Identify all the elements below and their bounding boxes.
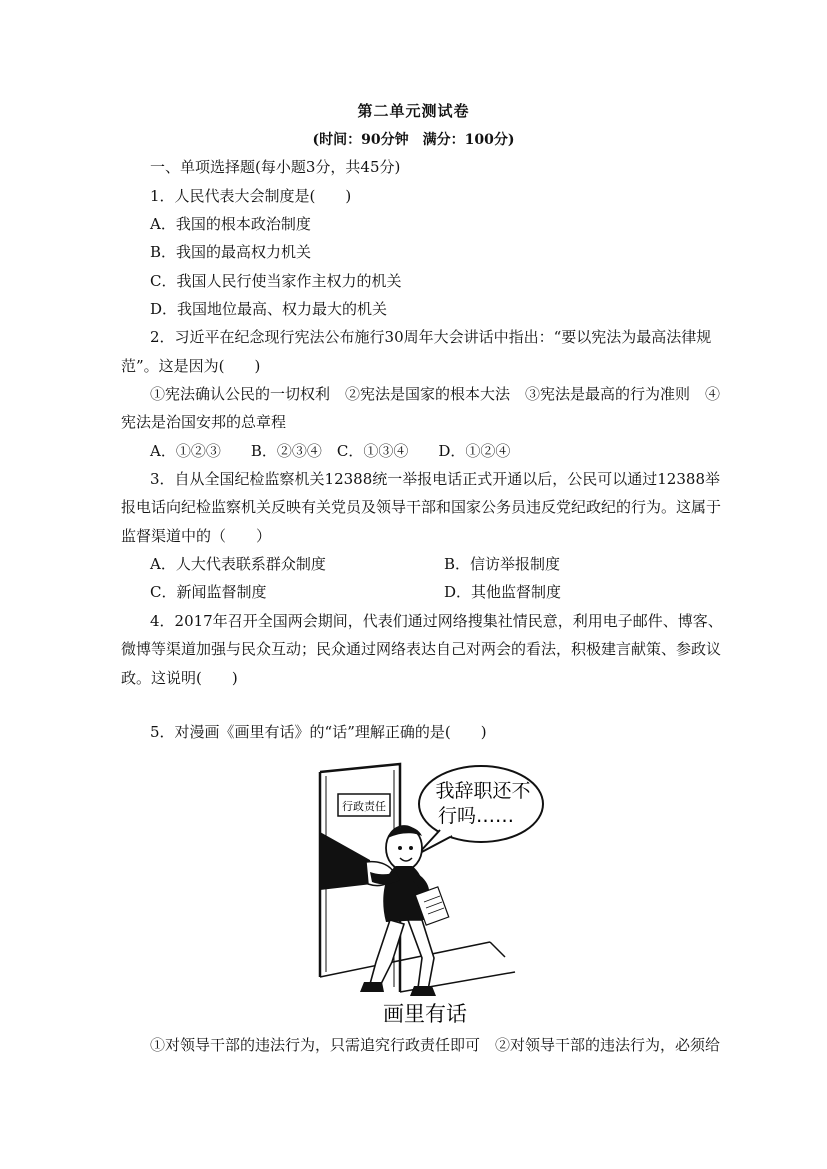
door-sign-text: 行政责任 [342,800,386,813]
q4-stem-line3: 政。这说明( ) [121,669,238,687]
q2-stem-line1: 2．习近平在纪念现行宪法公布施行30周年大会讲话中指出：“要以宪法为最高法律规 [150,328,712,346]
q3-option-b: B．信访举报制度 [444,555,561,573]
q3-stem-line1: 3．自从全国纪检监察机关12388统一举报电话正式开通以后，公民可以通过12388举 [150,470,720,488]
q3-option-d: D．其他监督制度 [444,583,562,601]
q2-statements-line2: 宪法是治国安邦的总章程 [121,413,287,431]
q1-stem: 1．人民代表大会制度是( ) [150,187,352,205]
speech-text-line2: 行吗…… [437,805,515,827]
q3-stem-line3: 监督渠道中的（ ） [121,527,272,545]
q2-choices: A．①②③ B．②③④ C．①③④ D．①②④ [150,442,511,460]
cartoon-illustration [300,762,550,1030]
q3-option-a: A．人大代表联系群众制度 [150,555,326,573]
q1-option-d: D．我国地位最高、权力最大的机关 [150,300,388,318]
q1-option-b: B．我国的最高权力机关 [150,243,312,261]
running-man-icon [360,826,449,996]
q4-stem-line2: 微博等渠道加强与民众互动；民众通过网络表达自己对两会的看法，积极建言献策、参政议 [121,640,722,658]
q2-stem-line2: 范”。这是因为( ) [121,357,261,375]
q4-stem-line1: 4．2017年召开全国两会期间，代表们通过网络搜集社情民意，利用电子邮件、博客、 [150,612,723,630]
q5-stem: 5．对漫画《画里有话》的“话”理解正确的是( ) [150,723,487,741]
section-heading: 一、单项选择题(每小题3分，共45分) [150,158,401,176]
speech-text-line1: 我辞职还不 [435,780,531,802]
exam-subtitle: (时间：90分钟 满分：100分) [312,132,515,148]
exam-title: 第二单元测试卷 [357,102,470,120]
q3-option-c: C．新闻监督制度 [150,583,267,601]
cartoon-caption: 画里有话 [383,1002,467,1026]
q1-option-c: C．我国人民行使当家作主权力的机关 [150,272,402,290]
q1-option-a: A．我国的根本政治制度 [150,215,311,233]
q3-stem-line2: 报电话向纪检监察机关反映有关党员及领导干部和国家公务员违反党纪政纪的行为。这属于 [121,498,722,516]
q5-statements-line1: ①对领导干部的违法行为，只需追究行政责任即可 ②对领导干部的违法行为，必须给 [150,1036,721,1054]
q2-statements-line1: ①宪法确认公民的一切权利 ②宪法是国家的根本大法 ③宪法是最高的行为准则 ④ [150,385,721,403]
